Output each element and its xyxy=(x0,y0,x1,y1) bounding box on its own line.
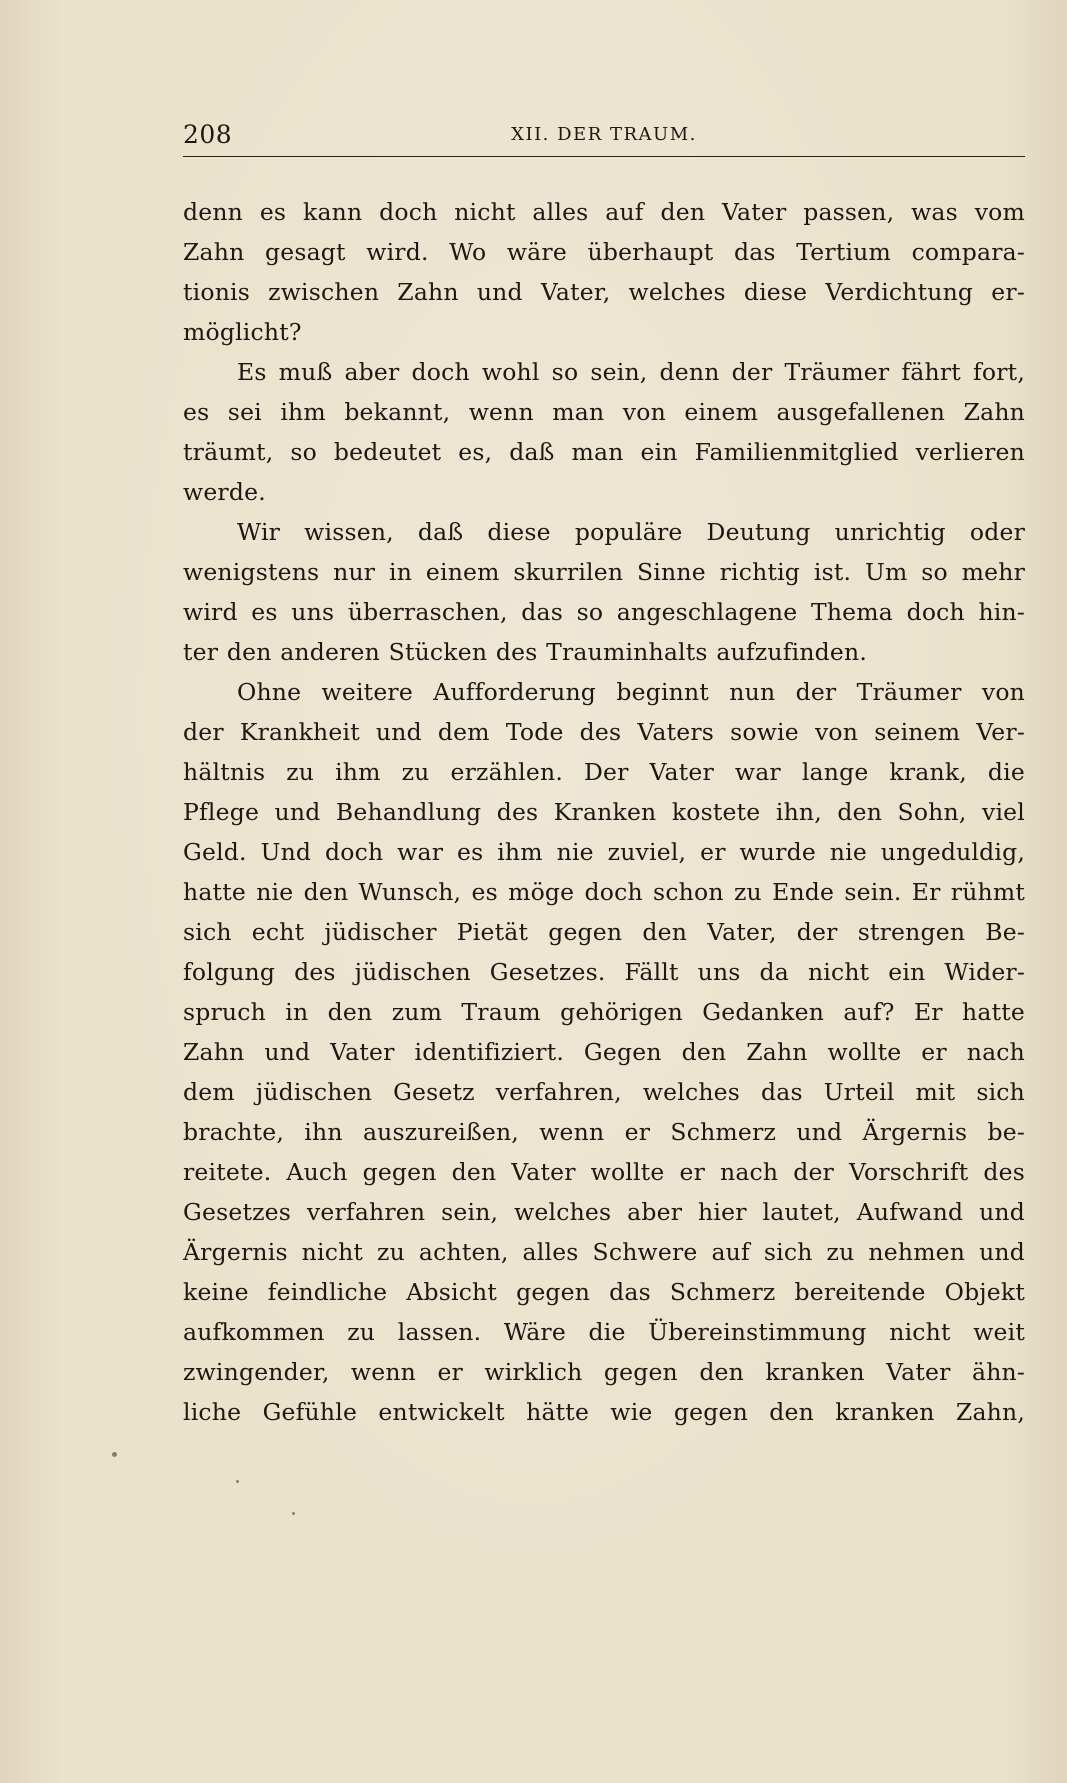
paper-speck xyxy=(236,1480,239,1483)
text-line: werde. xyxy=(183,478,266,506)
text-line: Pflege und Behandlung des Kranken kostete ihn, den Sohn, viel xyxy=(183,798,1025,826)
text-line: keine feindliche Absicht gegen das Schmerz bereitende Objekt xyxy=(183,1278,1025,1306)
text-line: möglicht? xyxy=(183,318,302,346)
text-line: Zahn gesagt wird. Wo wäre überhaupt das Tertium compara- xyxy=(183,238,1025,266)
body-text xyxy=(183,192,1025,1432)
text-line: folgung des jüdischen Gesetzes. Fällt uns da nicht ein Wider- xyxy=(183,958,1025,986)
text-line: träumt, so bedeutet es, daß man ein Familienmitglied verlieren xyxy=(183,438,1025,466)
paragraph-start-line: Es muß aber doch wohl so sein, denn der Träumer fährt fort, xyxy=(237,358,1025,386)
text-line: denn es kann doch nicht alles auf den Vater passen, was vom xyxy=(183,198,1025,226)
paragraph-start-line: Wir wissen, daß diese populäre Deutung unrichtig oder xyxy=(237,518,1025,546)
header-rule xyxy=(183,156,1025,157)
text-line: der Krankheit und dem Tode des Vaters sowie von seinem Ver- xyxy=(183,718,1025,746)
text-line: ter den anderen Stücken des Trauminhalts aufzufinden. xyxy=(183,638,868,666)
text-line: Ärgernis nicht zu achten, alles Schwere auf sich zu nehmen und xyxy=(183,1238,1025,1266)
text-line: liche Gefühle entwickelt hätte wie gegen den kranken Zahn, xyxy=(183,1398,1025,1426)
paper-speck xyxy=(292,1512,295,1515)
text-line: hatte nie den Wunsch, es möge doch schon zu Ende sein. Er rühmt xyxy=(183,878,1025,906)
text-line: Gesetzes verfahren sein, welches aber hier lautet, Aufwand und xyxy=(183,1198,1025,1226)
text-line: Geld. Und doch war es ihm nie zuviel, er wurde nie ungeduldig, xyxy=(183,838,1025,866)
text-line: zwingender, wenn er wirklich gegen den kranken Vater ähn- xyxy=(183,1358,1025,1386)
text-line: es sei ihm bekannt, wenn man von einem ausgefallenen Zahn xyxy=(183,398,1025,426)
text-line: spruch in den zum Traum gehörigen Gedanken auf? Er hatte xyxy=(183,998,1025,1026)
paper-speck xyxy=(112,1452,117,1457)
text-line: Zahn und Vater identifiziert. Gegen den Zahn wollte er nach xyxy=(183,1038,1025,1066)
running-head xyxy=(183,118,1025,152)
text-line: reitete. Auch gegen den Vater wollte er nach der Vorschrift des xyxy=(183,1158,1025,1186)
text-line: wenigstens nur in einem skurrilen Sinne richtig ist. Um so mehr xyxy=(183,558,1025,586)
paragraph-start-line: Ohne weitere Aufforderung beginnt nun der Träumer von xyxy=(237,678,1025,706)
text-line: sich echt jüdischer Pietät gegen den Vater, der strengen Be- xyxy=(183,918,1025,946)
text-line: tionis zwischen Zahn und Vater, welches diese Verdichtung er- xyxy=(183,278,1025,306)
text-line: brachte, ihn auszureißen, wenn er Schmerz und Ärgernis be- xyxy=(183,1118,1025,1146)
text-line: aufkommen zu lassen. Wäre die Übereinstimmung nicht weit xyxy=(183,1318,1025,1346)
text-line: hältnis zu ihm zu erzählen. Der Vater war lange krank, die xyxy=(183,758,1025,786)
text-line: wird es uns überraschen, das so angeschlagene Thema doch hin- xyxy=(183,598,1025,626)
running-title: XII. DER TRAUM. xyxy=(511,124,697,145)
text-line: dem jüdischen Gesetz verfahren, welches das Urteil mit sich xyxy=(183,1078,1025,1106)
page-number: 208 xyxy=(183,120,233,149)
